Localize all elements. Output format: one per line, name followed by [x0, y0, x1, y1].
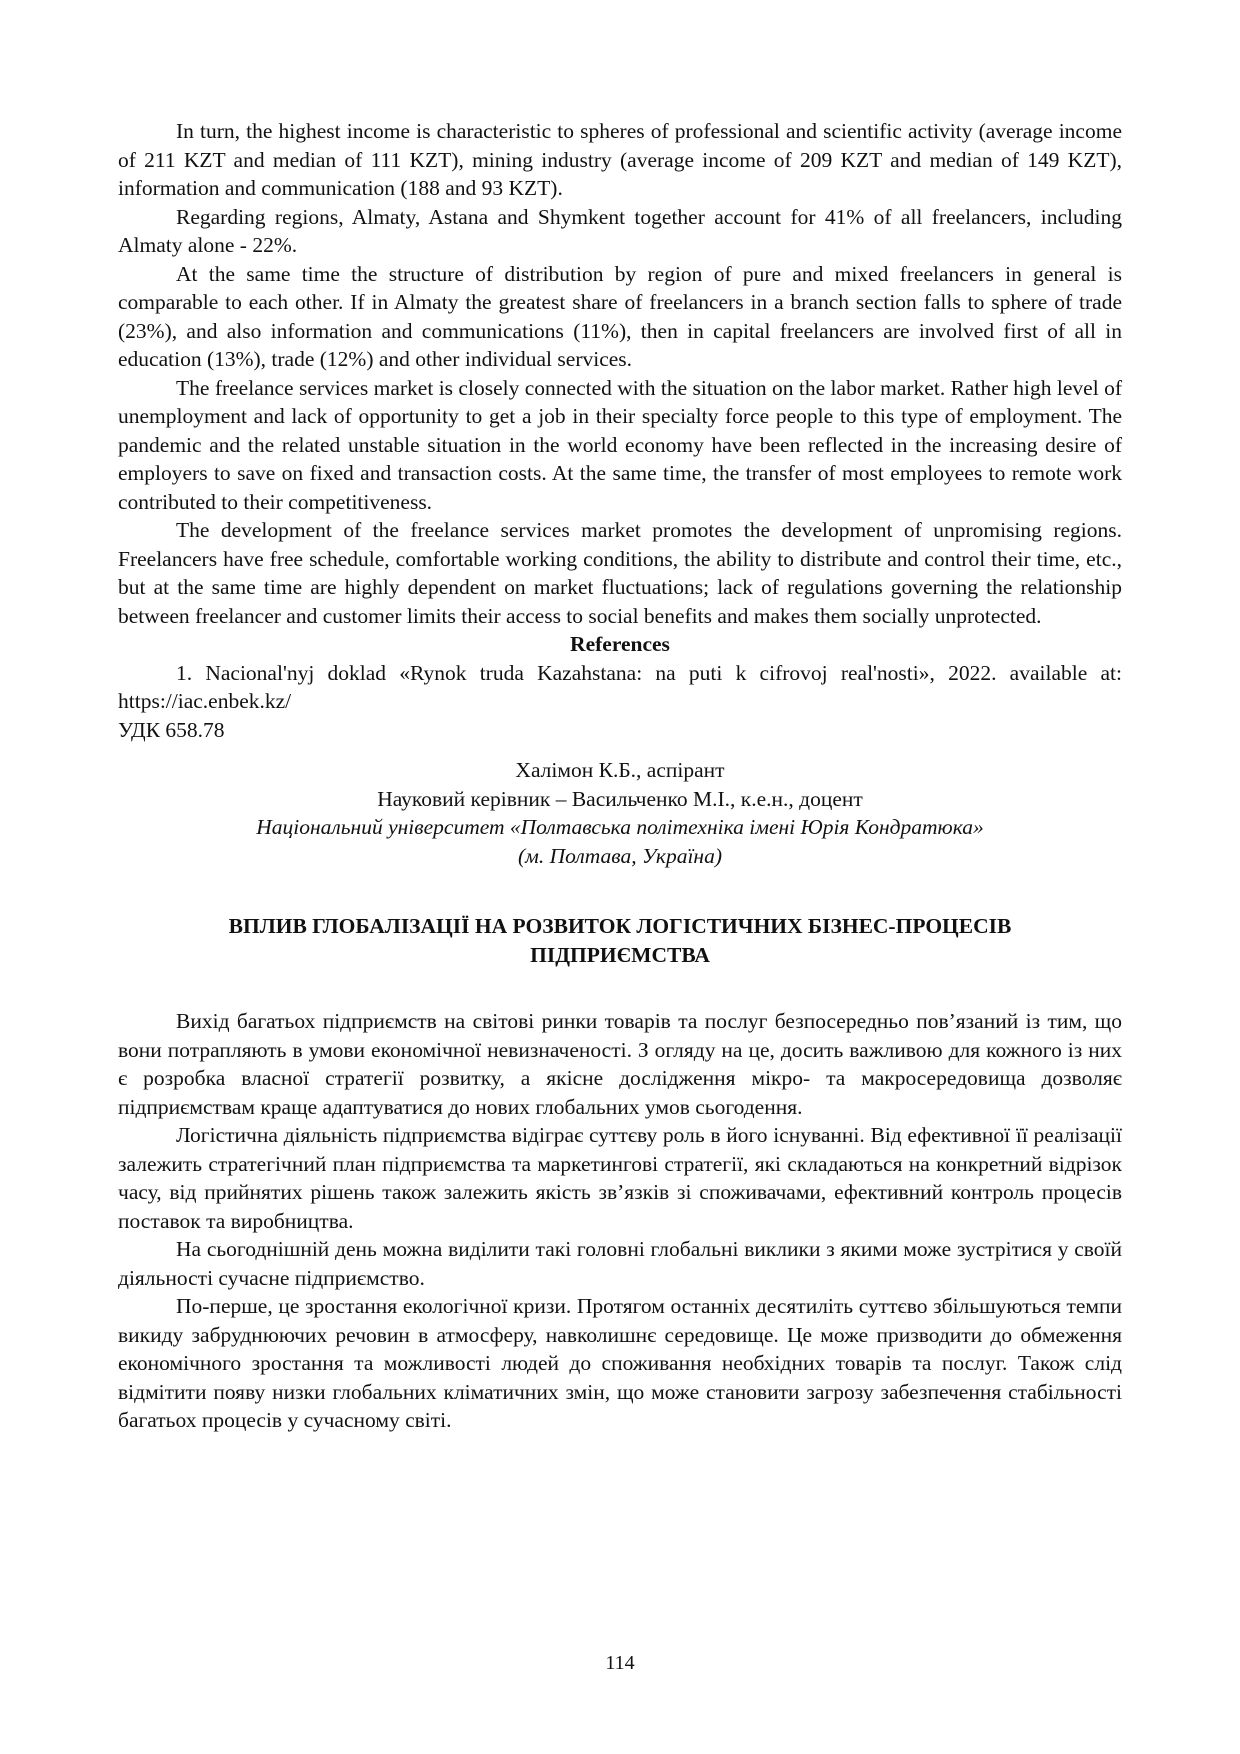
article-title-line: ВПЛИВ ГЛОБАЛІЗАЦІЇ НА РОЗВИТОК ЛОГІСТИЧНИХ БІЗНЕС-ПРОЦЕСІВ	[228, 914, 1012, 938]
udk-code: УДК 658.78	[118, 717, 225, 742]
reference-item: 1. Nacional'nyj doklad «Rynok truda Kazahstana: na puti k cifrovoj real'nosti», 2022. available at: https://iac.enbek.kz/	[118, 660, 1122, 713]
supervisor: Науковий керівник – Васильченко М.І., к.е.н., доцент	[377, 786, 863, 811]
institution: Національний університет «Полтавська політехніка імені Юрія Кондратюка»	[256, 815, 984, 839]
author-block	[118, 756, 1122, 870]
location: (м. Полтава, Україна)	[517, 843, 722, 868]
author-name: Халімон К.Б., аспірант	[515, 758, 725, 782]
paragraph: По-перше, це зростання екологічної кризи. Протягом останніх десятиліть суттєво збільшуються темпи викиду забруднюючих речовин в атмосферу, навколишнє середовище. Це може призводити до обмеження економічного зростання та можливості людей до споживання необхідних товарів та послуг. Також слід відмітити появу низки глобальних кліматичних змін, що може становити загрозу забезпечення стабільності багатьох процесів у сучасному світі.	[118, 1294, 1122, 1432]
paragraph: The freelance services market is closely connected with the situation on the labor market. Rather high level of unemployment and lack of opportunity to get a job in their specialty force people to this type of employment. The pandemic and the related unstable situation in the world economy have been reflected in the increasing desire of employers to save on fixed and transaction costs. At the same time, the transfer of most employees to remote work contributed to their competitiveness.	[118, 375, 1122, 514]
article-body	[118, 1007, 1122, 1435]
article-title-line: ПІДПРИЄМСТВА	[530, 942, 710, 967]
paragraph: At the same time the structure of distribution by region of pure and mixed freelancers in general is comparable to each other. If in Almaty the greatest share of freelancers in a branch section falls to sphere of trade (23%), and also information and communications (11%), then in capital freelancers are involved first of all in education (13%), trade (12%) and other individual services.	[118, 261, 1122, 371]
article-title	[118, 912, 1122, 969]
references-heading: References	[570, 632, 670, 656]
paragraph: На сьогоднішній день можна виділити такі головні глобальні виклики з якими може зустрітися у своїй діяльності сучасне підприємство.	[118, 1237, 1122, 1290]
page-number: 114	[605, 1652, 635, 1674]
page-content	[118, 117, 1122, 1435]
paragraph: Regarding regions, Almaty, Astana and Shymkent together account for 41% of all freelancers, including Almaty alone - 22%.	[118, 204, 1122, 257]
paragraph: The development of the freelance services market promotes the development of unpromising regions. Freelancers have free schedule, comfortable working conditions, the ability to distribute and control their time, etc., but at the same time are highly dependent on market fluctuations; lack of regulations governing the relationship between freelancer and customer limits their access to social benefits and makes them socially unprotected.	[118, 518, 1122, 628]
paragraph: In turn, the highest income is characteristic to spheres of professional and scientific activity (average income of 211 KZT and median of 111 KZT), mining industry (average income of 209 KZT and median of 149 KZT), information and communication (188 and 93 KZT).	[118, 119, 1122, 200]
paragraph: Вихід багатьох підприємств на світові ринки товарів та послуг безпосередньо пов’язаний із тим, що вони потрапляють в умови економічної невизначеності. З огляду на це, досить важливою для кожного із них є розробка власної стратегії розвитку, а якісне дослідження мікро- та макросередовища дозволяє підприємствам краще адаптуватися до нових глобальних умов сьогодення.	[118, 1009, 1122, 1119]
paragraph: Логістична діяльність підприємства відіграє суттєву роль в його існуванні. Від ефективної її реалізації залежить стратегічний план підприємства та маркетингові стратегії, які складаються на конкретний відрізок часу, від прийнятих рішень також залежить якість зв’язків зі споживачами, ефективний контроль процесів поставок та виробництва.	[118, 1123, 1122, 1233]
